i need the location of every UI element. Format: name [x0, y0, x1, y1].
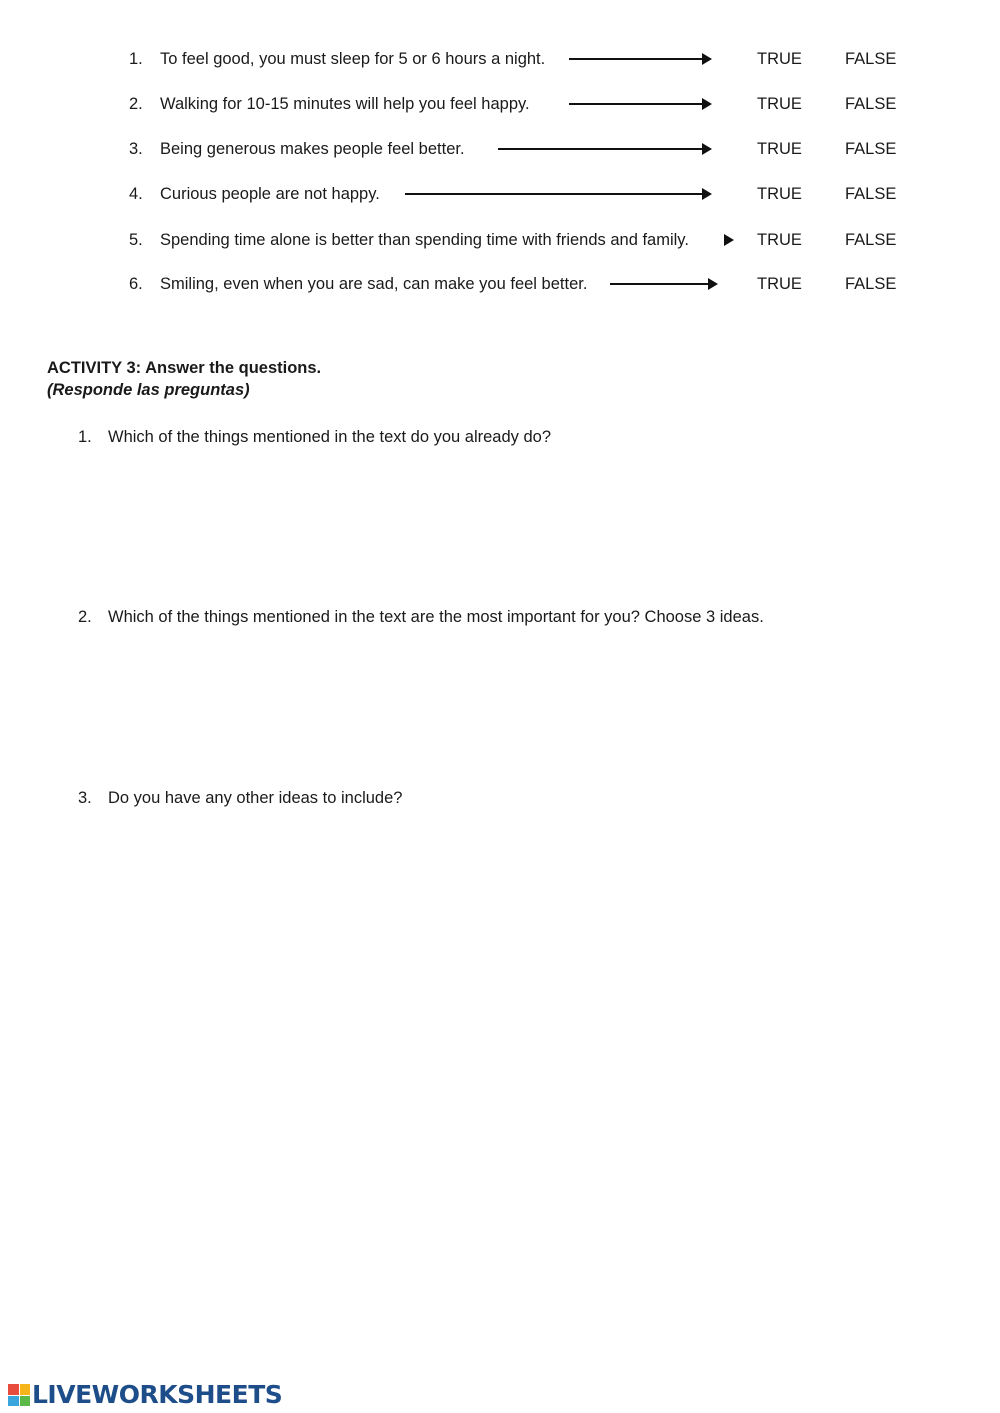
liveworksheets-logo-icon [8, 1384, 30, 1406]
true-option[interactable]: TRUE [757, 231, 802, 249]
true-option[interactable]: TRUE [757, 275, 802, 293]
true-option[interactable]: TRUE [757, 140, 802, 158]
statement-row-6 [0, 272, 1000, 296]
statement-text: To feel good, you must sleep for 5 or 6 hours a night. [160, 50, 546, 68]
statement-number: 4. [129, 185, 143, 203]
statement-row-2 [0, 92, 1000, 116]
question-3-text: Do you have any other ideas to include? [108, 789, 403, 807]
statement-number: 5. [129, 231, 143, 249]
statement-text: Spending time alone is better than spending time with friends and family. [160, 231, 689, 249]
statement-row-1 [0, 47, 1000, 71]
answer-2-field[interactable] [108, 638, 928, 758]
false-option[interactable]: FALSE [845, 95, 897, 113]
question-1-text: Which of the things mentioned in the text do you already do? [108, 428, 552, 446]
arrow-right-icon [569, 58, 710, 60]
arrow-right-icon [610, 283, 716, 285]
true-option[interactable]: TRUE [757, 185, 802, 203]
statement-row-4 [0, 182, 1000, 206]
answer-3-field[interactable] [108, 820, 928, 1020]
statement-text: Smiling, even when you are sad, can make you feel better. [160, 275, 588, 293]
statement-text: Curious people are not happy. [160, 185, 380, 203]
true-option[interactable]: TRUE [757, 95, 802, 113]
false-option[interactable]: FALSE [845, 185, 897, 203]
statement-number: 1. [129, 50, 143, 68]
statement-number: 3. [129, 140, 143, 158]
arrow-right-icon [498, 148, 710, 150]
false-option[interactable]: FALSE [845, 50, 897, 68]
question-number: 2. [78, 608, 92, 626]
false-option[interactable]: FALSE [845, 275, 897, 293]
arrow-right-icon [724, 239, 732, 241]
statement-number: 6. [129, 275, 143, 293]
question-number: 1. [78, 428, 92, 446]
statement-row-3 [0, 137, 1000, 161]
arrow-right-icon [405, 193, 710, 195]
true-option[interactable]: TRUE [757, 50, 802, 68]
question-number: 3. [78, 789, 92, 807]
statement-text: Being generous makes people feel better. [160, 140, 465, 158]
false-option[interactable]: FALSE [845, 140, 897, 158]
false-option[interactable]: FALSE [845, 231, 897, 249]
answer-1-field[interactable] [108, 458, 928, 578]
statement-text: Walking for 10-15 minutes will help you feel happy. [160, 95, 530, 113]
question-2-text: Which of the things mentioned in the text are the most important for you? Choose 3 ideas. [108, 608, 764, 626]
liveworksheets-logo [8, 1382, 282, 1408]
activity-3-title: ACTIVITY 3: Answer the questions. [47, 359, 322, 377]
statement-number: 2. [129, 95, 143, 113]
statement-row-5 [0, 228, 1000, 252]
activity-3-subtitle: (Responde las preguntas) [47, 381, 250, 399]
arrow-right-icon [569, 103, 710, 105]
brand-name: LIVEWORKSHEETS [32, 1380, 283, 1409]
